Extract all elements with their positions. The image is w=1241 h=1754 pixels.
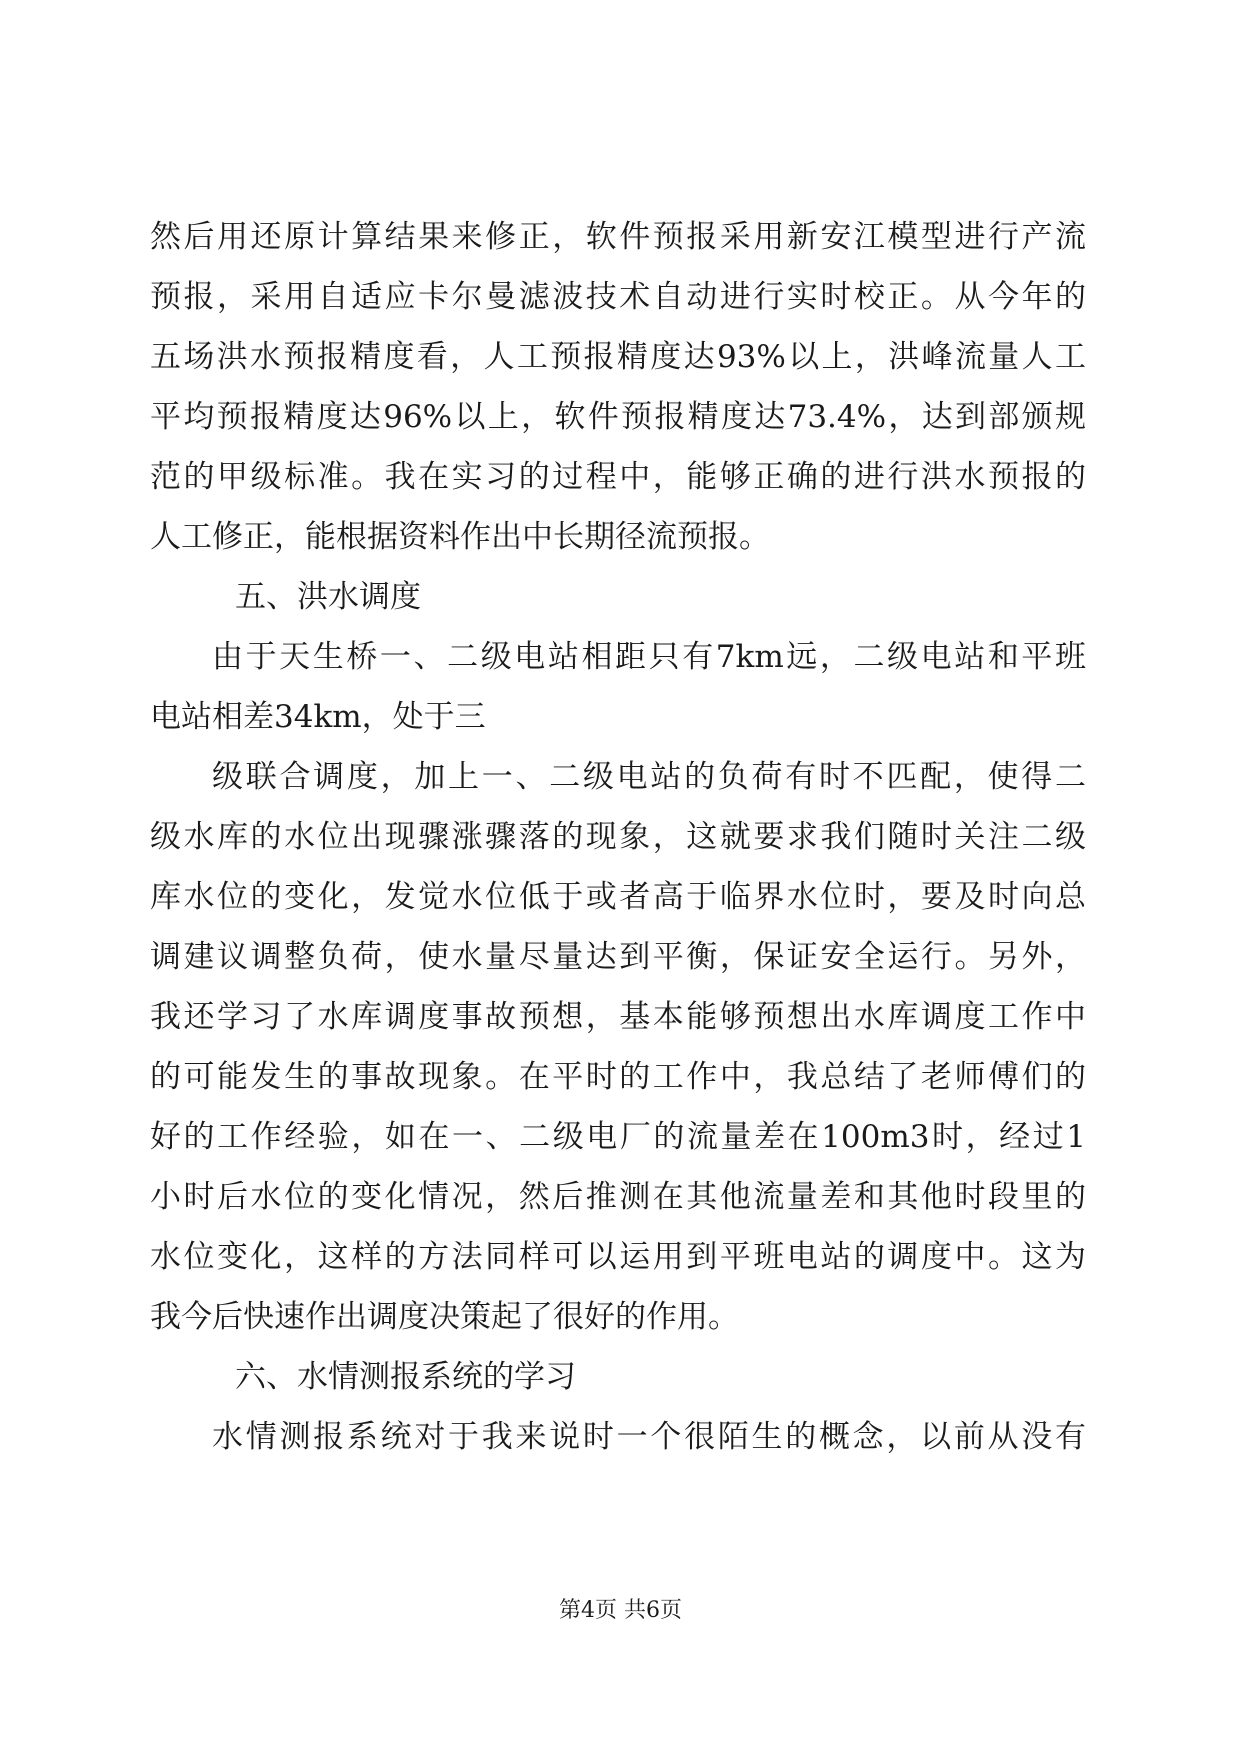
text-line: 小时后水位的变化情况，然后推测在其他流量差和其他时段里的 [150, 1179, 1086, 1215]
text-line: 我还学习了水库调度事故预想，基本能够预想出水库调度工作中 [150, 999, 1086, 1035]
text-line: 调建议调整负荷，使水量尽量达到平衡，保证安全运行。另外， [150, 939, 1086, 975]
text-line: 级水库的水位出现骤涨骤落的现象，这就要求我们随时关注二级 [150, 819, 1086, 855]
text-line: 水位变化，这样的方法同样可以运用到平班电站的调度中。这为 [150, 1239, 1086, 1275]
section-heading: 六、水情测报系统的学习 [235, 1359, 576, 1395]
text-line: 五场洪水预报精度看，人工预报精度达93%以上，洪峰流量人工 [150, 339, 1086, 375]
text-line: 我今后快速作出调度决策起了很好的作用。 [150, 1299, 739, 1335]
text-line: 库水位的变化，发觉水位低于或者高于临界水位时，要及时向总 [150, 879, 1086, 915]
text-line: 好的工作经验，如在一、二级电厂的流量差在100m3时，经过1 [150, 1119, 1086, 1155]
page-footer: 第4页 共6页 [559, 1598, 682, 1623]
text-line: 的可能发生的事故现象。在平时的工作中，我总结了老师傅们的 [150, 1059, 1086, 1095]
text-line: 平均预报精度达96%以上，软件预报精度达73.4%，达到部颁规 [150, 399, 1086, 435]
text-line: 级联合调度，加上一、二级电站的负荷有时不匹配，使得二 [212, 759, 1086, 795]
text-line: 水情测报系统对于我来说时一个很陌生的概念，以前从没有 [212, 1419, 1086, 1455]
section-heading: 五、洪水调度 [235, 579, 421, 615]
text-line: 由于天生桥一、二级电站相距只有7km远，二级电站和平班 [212, 639, 1086, 675]
body-text [150, 207, 1086, 1467]
text-line: 人工修正，能根据资料作出中长期径流预报。 [150, 519, 770, 555]
text-line: 然后用还原计算结果来修正，软件预报采用新安江模型进行产流 [150, 219, 1086, 255]
text-line: 电站相差34km，处于三 [150, 699, 486, 735]
text-line: 范的甲级标准。我在实习的过程中，能够正确的进行洪水预报的 [150, 459, 1086, 495]
text-line: 预报，采用自适应卡尔曼滤波技术自动进行实时校正。从今年的 [150, 279, 1086, 315]
